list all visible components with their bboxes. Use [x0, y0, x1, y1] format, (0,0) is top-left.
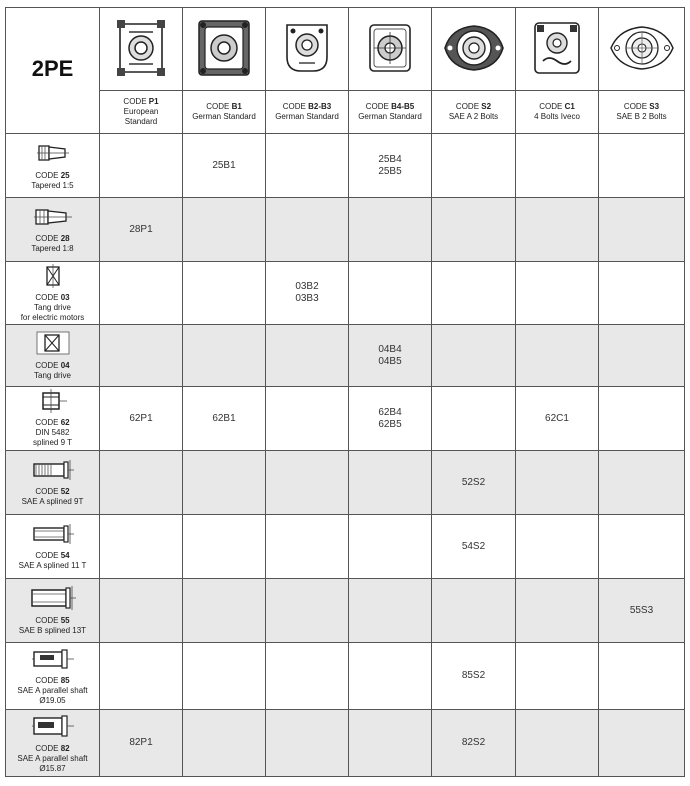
model-code: 52S2: [461, 476, 486, 488]
combo-cell-s3: [599, 451, 685, 515]
shaft-code-cell: [6, 579, 100, 643]
combo-cell-s3: [599, 134, 685, 198]
combo-cell-s2: [432, 710, 516, 777]
combo-cell-c1: [516, 262, 599, 325]
flange-b4b5-icon: [360, 17, 420, 79]
code-prefix: CODE: [35, 551, 59, 560]
combo-cell-p1: [100, 515, 183, 579]
model-code: 03B2 03B3: [295, 281, 319, 304]
shaft-drawing-icon: [6, 522, 99, 549]
combo-cell-b4b5: [349, 643, 432, 710]
col-header-b1: CODE B1 German Standard: [183, 91, 266, 134]
code-prefix: CODE: [35, 675, 59, 685]
combo-cell-b4b5: [349, 387, 432, 451]
table-row: [6, 579, 685, 643]
flange-s3-cell: [599, 8, 685, 91]
combo-cell-b2b3: [266, 643, 349, 710]
col-header-b4b5: CODE B4-B5 German Standard: [349, 91, 432, 134]
shaft-drawing-icon: [6, 389, 99, 416]
shaft-code-cell: [6, 451, 100, 515]
combo-cell-s2: [432, 198, 516, 262]
combo-cell-c1: [516, 134, 599, 198]
combo-cell-s3: [599, 387, 685, 451]
combo-cell-s2: [432, 643, 516, 710]
flange-s2-icon: [441, 20, 507, 76]
combo-cell-c1: [516, 325, 599, 387]
flange-b1-cell: [183, 8, 266, 91]
combo-cell-b1: [183, 710, 266, 777]
code-prefix: CODE: [35, 234, 59, 243]
combo-cell-c1: [516, 643, 599, 710]
page-title: 2PE: [31, 55, 74, 81]
table-row: [6, 325, 685, 387]
shaft-code: 52: [60, 487, 70, 496]
title-cell: [6, 8, 100, 134]
model-code: 62P1: [129, 412, 153, 424]
combo-cell-b1: [183, 451, 266, 515]
table-row: [6, 451, 685, 515]
combo-cell-p1: [100, 643, 183, 710]
shaft-code-cell: [6, 198, 100, 262]
model-code: 82S2: [461, 737, 486, 748]
combo-cell-b2b3: [266, 198, 349, 262]
shaft-desc-1: SAE A splined 9T: [21, 497, 84, 506]
shaft-desc-1: Tang drive: [34, 371, 71, 380]
shaft-desc-1: Tapered 1:8: [31, 244, 74, 253]
combo-cell-s3: [599, 515, 685, 579]
flange-b2b3-cell: [266, 8, 349, 91]
col-header-s3: CODE S3 SAE B 2 Bolts: [599, 91, 685, 134]
compatibility-table: [5, 7, 685, 777]
combo-cell-s3: [599, 325, 685, 387]
combo-cell-b2b3: [266, 134, 349, 198]
flange-b1-icon: [193, 15, 255, 81]
code-prefix: CODE: [35, 292, 59, 302]
combo-cell-b4b5: [349, 451, 432, 515]
shaft-drawing-icon: [6, 264, 99, 291]
flange-c1-icon: [529, 17, 585, 79]
col-header-b2b3: CODE B2-B3 German Standard: [266, 91, 349, 134]
combo-cell-c1: [516, 387, 599, 451]
model-code: 25B1: [212, 159, 236, 171]
combo-cell-b2b3: [266, 262, 349, 325]
flange-b4b5-cell: [349, 8, 432, 91]
shaft-drawing-icon: [6, 140, 99, 169]
flange-p1-icon: [111, 16, 171, 80]
combo-cell-b1: [183, 262, 266, 325]
shaft-desc-2: for electric motors: [20, 312, 85, 322]
flange-p1-cell: [100, 8, 183, 91]
combo-cell-s2: [432, 262, 516, 325]
shaft-code: 85: [60, 675, 70, 685]
model-code: 82P1: [129, 737, 153, 748]
combo-cell-c1: [516, 710, 599, 777]
shaft-code-cell: [6, 134, 100, 198]
shaft-desc-2: splined 9 T: [33, 438, 72, 447]
flange-s2-cell: [432, 8, 516, 91]
combo-cell-b2b3: [266, 579, 349, 643]
shaft-code-cell: [6, 325, 100, 387]
shaft-desc-1: Tang drive: [34, 302, 71, 312]
combo-cell-p1: [100, 710, 183, 777]
shaft-desc-2: Ø19.05: [39, 695, 66, 705]
combo-cell-c1: [516, 451, 599, 515]
combo-cell-b4b5: [349, 325, 432, 387]
combo-cell-p1: [100, 134, 183, 198]
combo-cell-b4b5: [349, 515, 432, 579]
combo-cell-s3: [599, 579, 685, 643]
table-row: [6, 387, 685, 451]
shaft-code-cell: [6, 515, 100, 579]
model-code: 28P1: [129, 223, 153, 235]
shaft-code: 82: [60, 743, 70, 753]
combo-cell-s2: [432, 451, 516, 515]
code-prefix: CODE: [35, 487, 59, 496]
model-code: 62C1: [545, 412, 569, 424]
combo-cell-b4b5: [349, 198, 432, 262]
shaft-code: 28: [60, 234, 70, 243]
table-row: [6, 710, 685, 777]
combo-cell-b1: [183, 579, 266, 643]
table-row: [6, 262, 685, 325]
shaft-code-cell: [6, 710, 100, 777]
combo-cell-b4b5: [349, 710, 432, 777]
flange-c1-cell: [516, 8, 599, 91]
code-prefix: CODE: [35, 418, 59, 427]
shaft-code: 55: [60, 616, 70, 625]
combo-cell-s2: [432, 325, 516, 387]
combo-cell-s2: [432, 134, 516, 198]
combo-cell-c1: [516, 579, 599, 643]
shaft-desc-1: SAE A parallel shaft: [17, 753, 88, 763]
model-code: 62B1: [212, 412, 236, 424]
flange-s3-icon: [607, 21, 677, 75]
combo-cell-b1: [183, 387, 266, 451]
combo-cell-b2b3: [266, 325, 349, 387]
shaft-code: 62: [60, 418, 70, 427]
code-prefix: CODE: [35, 361, 59, 370]
shaft-code-cell: [6, 262, 100, 325]
flange-b2b3-icon: [277, 17, 337, 79]
shaft-desc-1: DIN 5482: [35, 428, 70, 437]
combo-cell-b1: [183, 643, 266, 710]
combo-cell-b1: [183, 198, 266, 262]
model-code: 55S3: [629, 604, 654, 616]
combo-cell-s3: [599, 643, 685, 710]
combo-cell-p1: [100, 198, 183, 262]
combo-cell-b4b5: [349, 262, 432, 325]
shaft-drawing-icon: [6, 330, 99, 359]
combo-cell-p1: [100, 387, 183, 451]
model-code: 04B4 04B5: [378, 343, 402, 367]
shaft-code: 54: [60, 551, 70, 560]
shaft-code-cell: [6, 643, 100, 710]
combo-cell-s2: [432, 387, 516, 451]
model-code: 54S2: [461, 540, 486, 552]
shaft-code: 04: [60, 361, 70, 370]
shaft-code: 25: [60, 171, 70, 180]
code-prefix: CODE: [35, 616, 59, 625]
combo-cell-b2b3: [266, 710, 349, 777]
combo-cell-p1: [100, 579, 183, 643]
shaft-desc-1: Tapered 1:5: [31, 181, 74, 190]
col-header-p1: CODE P1 European Standard: [100, 91, 183, 134]
combo-cell-b2b3: [266, 515, 349, 579]
shaft-drawing-icon: [6, 713, 99, 742]
table-row: [6, 134, 685, 198]
combo-cell-s2: [432, 579, 516, 643]
col-header-s2: CODE S2 SAE A 2 Bolts: [432, 91, 516, 134]
combo-cell-b2b3: [266, 451, 349, 515]
shaft-code: 03: [60, 292, 70, 302]
combo-cell-s2: [432, 515, 516, 579]
shaft-code-cell: [6, 387, 100, 451]
combo-cell-p1: [100, 325, 183, 387]
shaft-desc-1: SAE B splined 13T: [18, 626, 87, 635]
combo-cell-b4b5: [349, 579, 432, 643]
model-code: 62B4 62B5: [378, 406, 402, 430]
table-row: [6, 643, 685, 710]
shaft-drawing-icon: [6, 647, 99, 674]
combo-cell-s3: [599, 710, 685, 777]
combo-cell-c1: [516, 515, 599, 579]
shaft-drawing-icon: [6, 458, 99, 485]
combo-cell-c1: [516, 198, 599, 262]
combo-cell-p1: [100, 262, 183, 325]
code-prefix: CODE: [35, 743, 59, 753]
combo-cell-b1: [183, 515, 266, 579]
combo-cell-b2b3: [266, 387, 349, 451]
shaft-desc-1: SAE A parallel shaft: [17, 685, 88, 695]
shaft-desc-1: SAE A splined 11 T: [18, 561, 87, 570]
combo-cell-p1: [100, 451, 183, 515]
code-prefix: CODE: [35, 171, 59, 180]
combo-cell-b1: [183, 134, 266, 198]
col-header-c1: CODE C1 4 Bolts Iveco: [516, 91, 599, 134]
shaft-drawing-icon: [6, 585, 99, 614]
shaft-desc-2: Ø15.87: [39, 763, 66, 773]
combo-cell-s3: [599, 198, 685, 262]
combo-cell-s3: [599, 262, 685, 325]
table-row: [6, 198, 685, 262]
table-row: [6, 515, 685, 579]
model-code: 85S2: [461, 670, 486, 681]
combo-cell-b4b5: [349, 134, 432, 198]
combo-cell-b1: [183, 325, 266, 387]
shaft-drawing-icon: [6, 205, 99, 232]
model-code: 25B4 25B5: [378, 153, 402, 177]
